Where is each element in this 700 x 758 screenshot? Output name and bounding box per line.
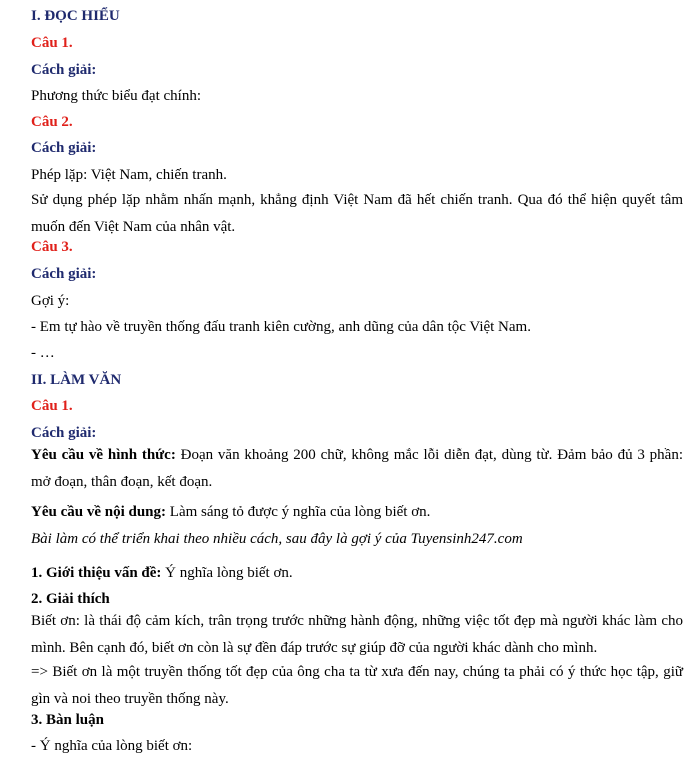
question-2-label: Câu 2. — [31, 114, 73, 130]
content-requirement-label: Yêu cầu về nội dung: — [31, 504, 167, 520]
outline-heading-3: 3. Bàn luận — [31, 712, 104, 728]
solution-label: Cách giải: — [31, 140, 97, 156]
content-requirement-text: Làm sáng tỏ được ý nghĩa của lòng biết ơn. — [166, 504, 431, 520]
discussion-item: - Ý nghĩa của lòng biết ơn: — [31, 738, 193, 754]
italic-note: Bài làm có thể triển khai theo nhiều cách, sau đây là gợi ý của Tuyensinh247.com — [31, 531, 523, 547]
hint-label: Gợi ý: — [31, 293, 70, 309]
outline-point-1 — [31, 564, 293, 582]
answer-text: Phương thức biểu đạt chính: — [31, 88, 202, 104]
question-1-label: Câu 1. — [31, 398, 73, 414]
solution-label: Cách giải: — [31, 62, 97, 78]
conclusion-paragraph: => Biết ơn là một truyền thống tốt đẹp của ông cha ta từ xưa đến nay, chúng ta phải có ý thức học tập, giữ gìn và noi theo truyền thống này. — [31, 664, 683, 707]
form-requirement-text: Đoạn văn khoảng 200 chữ, không mắc lỗi diễn đạt, dùng từ. Đảm bảo đủ 3 phần: mở đoạn, thân đoạn, kết đoạn. — [31, 447, 684, 490]
hint-item: - Em tự hào về truyền thống đấu tranh kiên cường, anh dũng của dân tộc Việt Nam. — [31, 319, 531, 335]
outline-point-1-text: Ý nghĩa lòng biết ơn. — [161, 565, 293, 581]
outline-heading-2: 2. Giải thích — [31, 591, 110, 607]
question-1-label: Câu 1. — [31, 35, 73, 51]
form-requirement-label: Yêu cầu về hình thức: — [31, 447, 176, 463]
answer-text: Phép lặp: Việt Nam, chiến tranh. — [31, 167, 227, 183]
section-title-writing: II. LÀM VĂN — [31, 372, 122, 388]
form-requirement-paragraph — [31, 442, 683, 496]
outline-point-1-label: 1. Giới thiệu vấn đề: — [31, 565, 162, 581]
solution-label: Cách giải: — [31, 425, 97, 441]
solution-label: Cách giải: — [31, 266, 97, 282]
answer-paragraph: Sử dụng phép lặp nhằm nhấn mạnh, khẳng định Việt Nam đã hết chiến tranh. Qua đó thể hiện quyết tâm muốn đến Việt Nam của nhân vật. — [31, 192, 683, 235]
explanation-paragraph: Biết ơn: là thái độ cảm kích, trân trọng trước những hành động, những việc tốt đẹp mà người khác làm cho mình. Bên cạnh đó, biết ơn còn là sự đền đáp trước sự giúp đỡ của người khác dành cho mình. — [31, 613, 683, 656]
question-3-label: Câu 3. — [31, 239, 73, 255]
section-title-reading: I. ĐỌC HIỂU — [31, 8, 120, 24]
content-requirement-paragraph — [31, 503, 430, 521]
hint-item: - … — [31, 345, 55, 361]
